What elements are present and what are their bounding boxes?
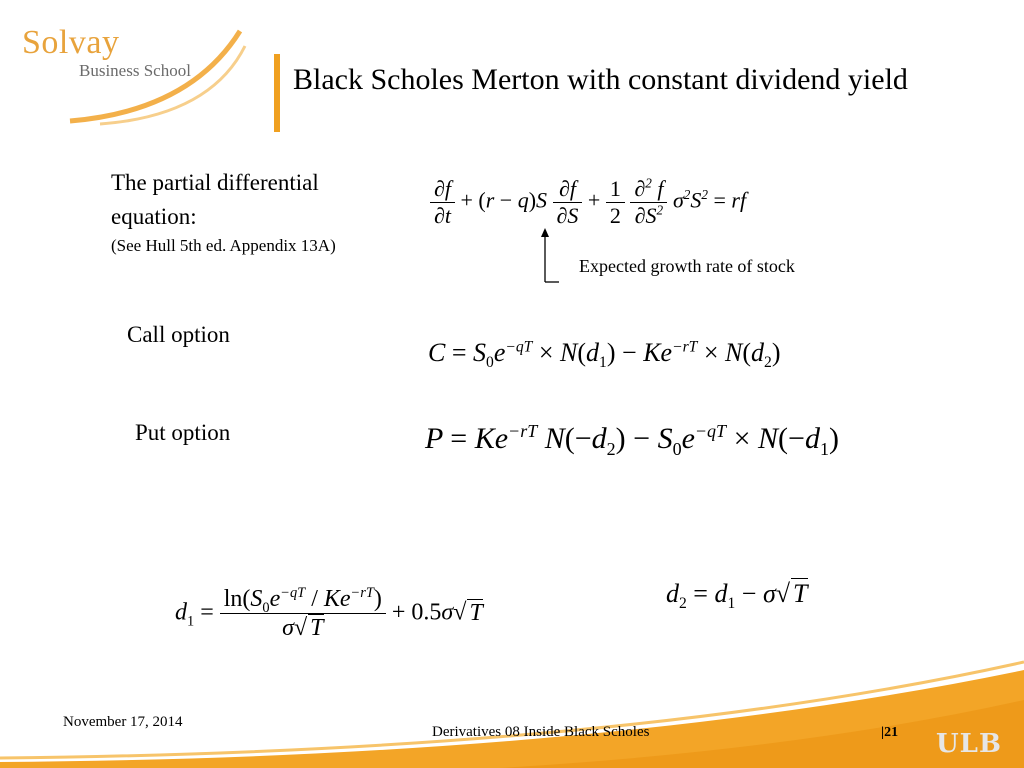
d2-formula: $d_2 = d_1 - \sigma√$ T [666,579,808,613]
title-accent-bar [274,54,280,132]
footer-date: November 17, 2014 [63,714,183,730]
pde-label-line1: The partial differential [111,170,319,195]
page-number: |21 [881,725,899,740]
d1-formula: $d_1$ = $\frac{\ln(S_0e^{-qT} / Ke^{-rT})}{\sigma√ T}$ + 0.5σ√ T [175,585,483,641]
annotation-text: Expected growth rate of stock [579,256,795,276]
pde-label-line2: equation: [111,204,197,229]
footer-swoosh [0,640,1024,768]
logo-text: Solvay [22,24,120,61]
put-formula: $P = Ke^{-rT}$ $N(-d_2) - S_0e^{-qT} \times N(-d_1)$ [425,421,839,459]
footer-course: Derivatives 08 Inside Black Scholes [432,724,650,740]
ulb-logo: ULB [936,729,1002,759]
annotation-arrow [535,228,575,288]
pde-reference: (See Hull 5th ed. Appendix 13A) [111,236,336,255]
logo-subtitle: Business School [79,61,191,80]
put-label: Put option [135,420,231,445]
call-formula: $C = S_0e^{-qT} \times N(d_1) - Ke^{-rT} \times N(d_2)$ [428,338,781,372]
slide-title: Black Scholes Merton with constant dividend yield [293,63,908,96]
pde-equation: $\frac{\partial f}{\partial t}$ + (r − q)S $\frac{\partial f}{\partial S}$ + $\frac{1}{2}$ $\frac{\partial^2 f}{\partial S^2}$ $\sigma^2S^2$ = rf [430,176,746,229]
call-label: Call option [127,322,230,347]
